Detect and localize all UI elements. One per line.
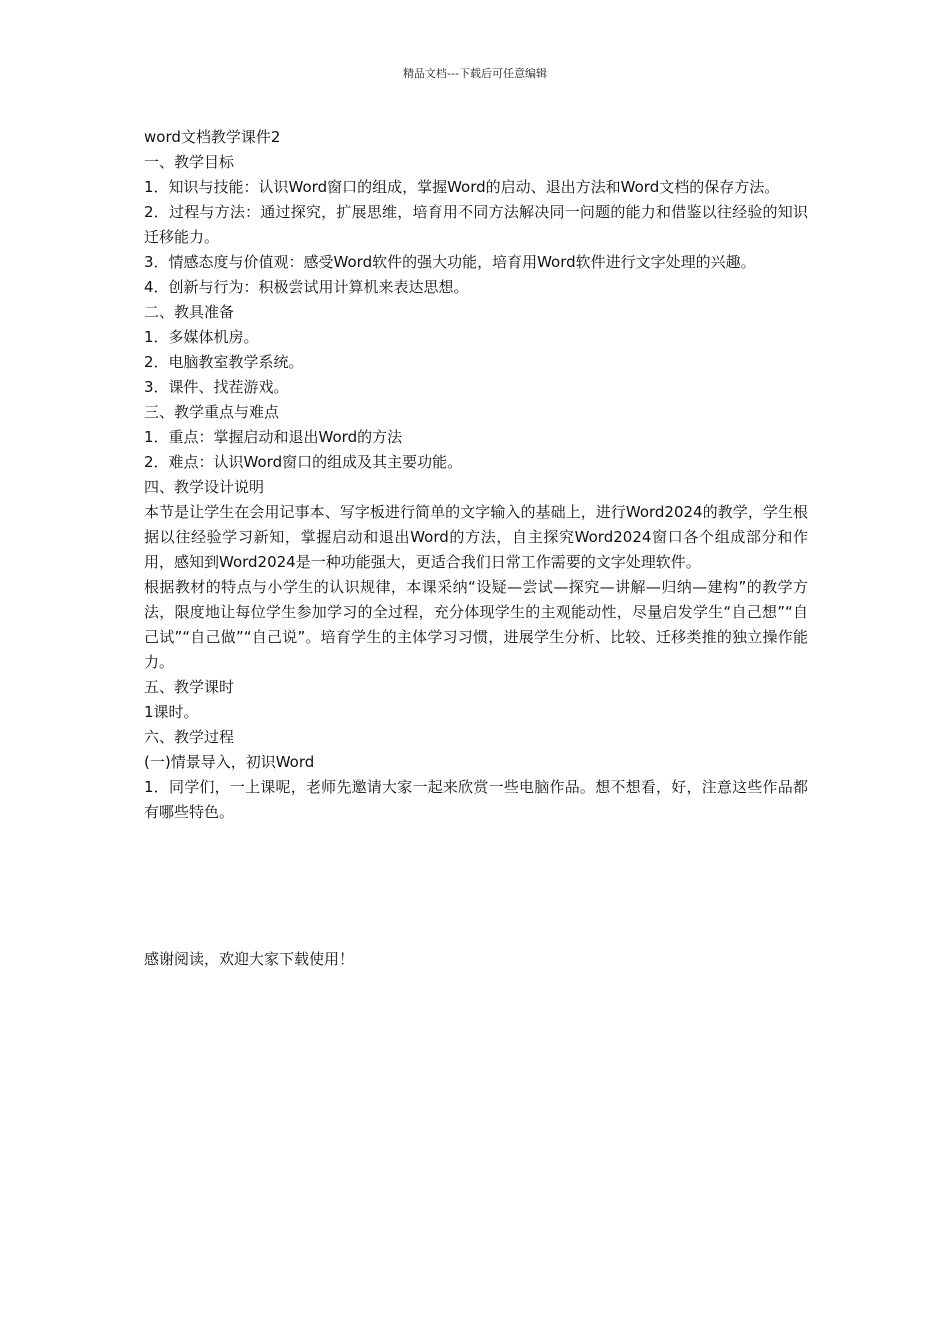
section-heading: 一、教学目标 [144,153,235,171]
paragraph: 3．情感态度与价值观：感受Word软件的强大功能，培育用Word软件进行文字处理的兴趣。 [144,253,756,271]
paragraph: 1．重点：掌握启动和退出Word的方法 [144,428,403,446]
paragraph: (一)情景导入，初识Word [144,753,315,771]
paragraph: 2．电脑教室教学系统。 [144,353,304,371]
paragraph: 1课时。 [144,703,199,721]
document-title: word文档教学课件2 [144,128,281,146]
section-heading: 六、教学过程 [144,728,235,746]
section-heading: 五、教学课时 [144,678,235,696]
paragraph: 1．多媒体机房。 [144,328,259,346]
section-heading: 三、教学重点与难点 [144,403,280,421]
document-body [144,125,808,825]
paragraph: 2．过程与方法：通过探究，扩展思维，培育用不同方法解决同一问题的能力和借鉴以往经验的知识迁移能力。 [144,203,808,246]
page-header: 精品文档---下载后可任意编辑 [403,67,547,80]
paragraph: 1．同学们，一上课呢，老师先邀请大家一起来欣赏一些电脑作品。想不想看，好，注意这些作品都有哪些特色。 [144,778,808,821]
paragraph: 4．创新与行为：积极尝试用计算机来表达思想。 [144,278,469,296]
section-heading: 四、教学设计说明 [144,478,265,496]
closing-note: 感谢阅读，欢迎大家下载使用！ [144,950,355,968]
section-heading: 二、教具准备 [144,303,235,321]
paragraph: 1．知识与技能：认识Word窗口的组成，掌握Word的启动、退出方法和Word文档的保存方法。 [144,178,780,196]
paragraph: 本节是让学生在会用记事本、写字板进行简单的文字输入的基础上，进行Word2024的教学，学生根据以往经验学习新知，掌握启动和退出Word的方法，自主探究Word2024窗口各个组成部分和作用，感知到Word2024是一种功能强大，更适合我们日常工作需要的文字处理软件。 [144,503,808,571]
paragraph: 3．课件、找茬游戏。 [144,378,289,396]
paragraph: 2．难点：认识Word窗口的组成及其主要功能。 [144,453,463,471]
paragraph: 根据教材的特点与小学生的认识规律，本课采纳“设疑—尝试—探究—讲解—归纳—建构”的教学方法，限度地让每位学生参加学习的全过程，充分体现学生的主观能动性，尽量启发学生“自己想”“自己试”“自己做”“自己说”。培育学生的主体学习习惯，进展学生分析、比较、迁移类推的独立操作能力。 [144,578,808,671]
